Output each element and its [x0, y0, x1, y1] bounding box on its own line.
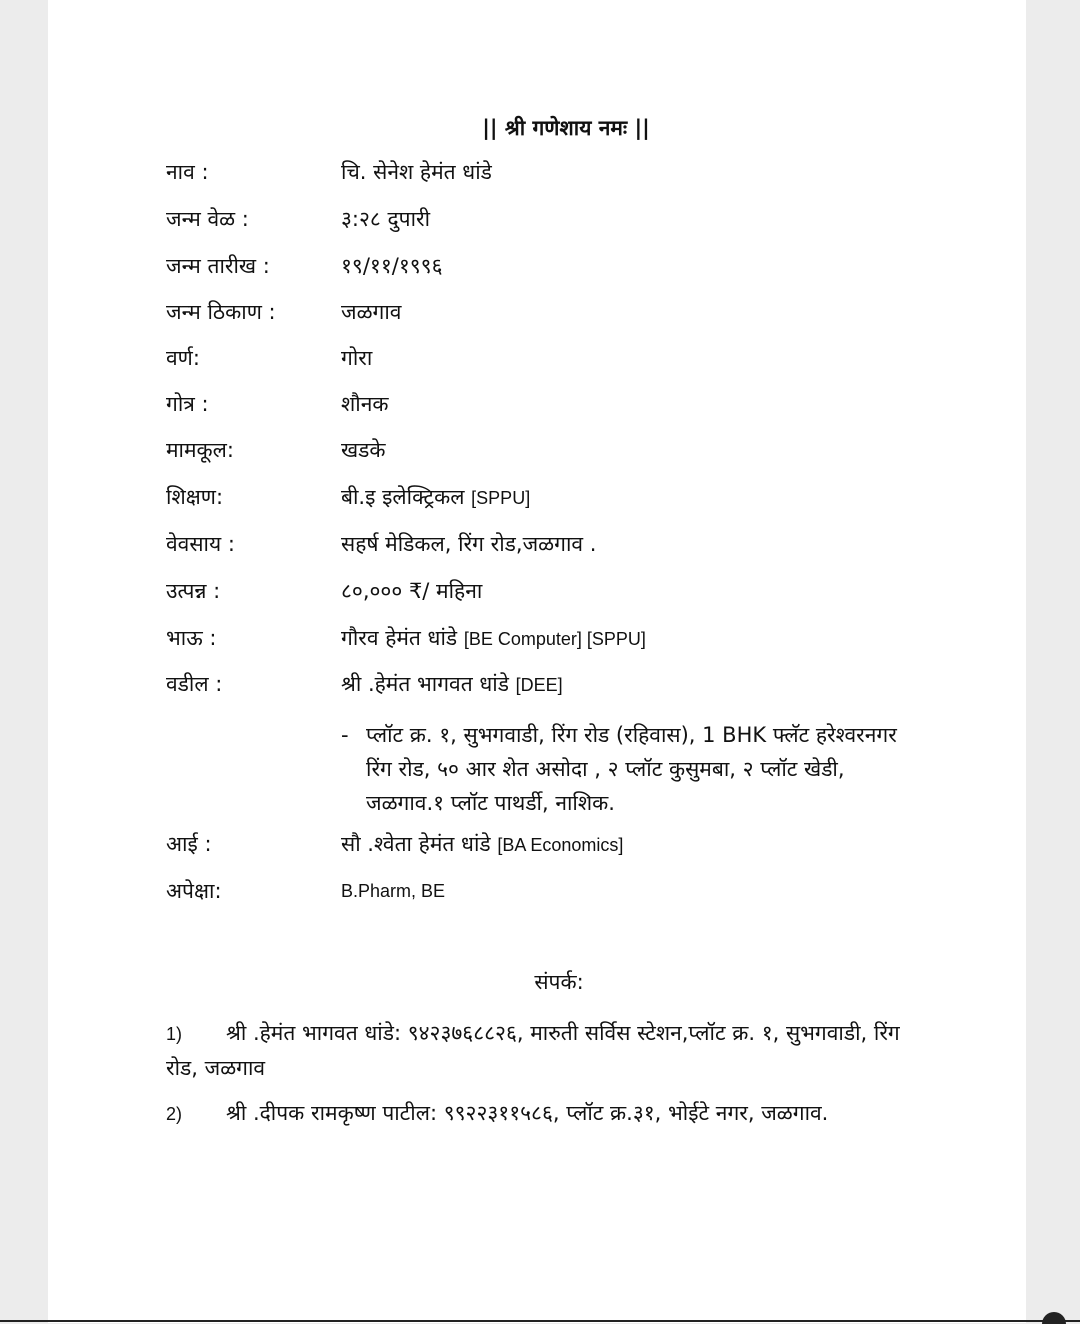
field-value: १९/११/१९९६ [341, 254, 443, 278]
biodata-document [48, 0, 1026, 1323]
field-label: वर्ण: [166, 346, 200, 370]
document-title: || श्री गणेशाय नमः || [482, 116, 650, 140]
field-value [341, 670, 563, 698]
field-value [341, 830, 623, 858]
field-value: सहर्ष मेडिकल, रिंग रोड,जळगाव . [341, 532, 597, 556]
field-label: शिक्षण: [166, 485, 224, 509]
field-label: जन्म ठिकाण : [166, 300, 276, 324]
field-value: ३:२८ दुपारी [341, 207, 431, 231]
field-value-extra: [DEE] [515, 675, 563, 695]
contact-item [166, 1016, 906, 1085]
field-label: नाव : [166, 160, 209, 184]
field-value: खडके [341, 438, 386, 462]
contact-text: श्री .हेमंत भागवत धांडे: ९४२३७६८८२६, मारुती सर्विस स्टेशन,प्लॉट क्र. १, सुभगवाडी, रिंग रोड, जळगाव [166, 1021, 900, 1080]
field-value-extra: [SPPU] [471, 488, 531, 508]
contact-heading: संपर्क: [534, 970, 584, 994]
field-label: वडील : [166, 672, 223, 696]
page-bottom-border [0, 1320, 1080, 1322]
field-label: मामकूल: [166, 438, 234, 462]
field-label: उत्पन्न : [166, 579, 221, 603]
field-value-extra: [BA Economics] [497, 835, 624, 855]
field-label: भाऊ : [166, 626, 217, 650]
field-label: जन्म वेळ : [166, 207, 249, 231]
field-value [341, 624, 646, 652]
contact-item [166, 1096, 906, 1131]
field-label: वेवसाय : [166, 532, 235, 556]
field-value-text: श्री .हेमंत भागवत धांडे [341, 672, 509, 696]
field-value-text: गौरव हेमंत धांडे [341, 626, 458, 650]
field-value: गोरा [341, 346, 373, 370]
field-value: ८०,००० ₹/ महिना [341, 579, 483, 603]
document-page [48, 0, 1026, 1323]
contact-number: 1) [166, 1024, 183, 1044]
field-label: जन्म तारीख : [166, 254, 270, 278]
field-label: अपेक्षा: [166, 879, 222, 903]
field-value: B.Pharm, BE [341, 881, 446, 901]
field-value-text: बी.इ इलेक्ट्रिकल [341, 485, 465, 509]
property-text: प्लॉट क्र. १, सुभगवाडी, रिंग रोड (रहिवास), 1 BHK फ्लॅट हरेश्वरनगर रिंग रोड, ५० आर शेत असोदा , २ प्लॉट कुसुमबा, २ प्लॉट खेडी, जळगाव.१ प्लॉट पाथर्डी, नाशिक. [366, 723, 897, 815]
field-value: शौनक [341, 392, 389, 416]
field-label: आई : [166, 832, 212, 856]
field-value: चि. सेनेश हेमंत धांडे [341, 160, 492, 184]
contact-number: 2) [166, 1104, 183, 1124]
scroll-handle[interactable] [1042, 1312, 1066, 1324]
bullet-dash: - [341, 723, 349, 747]
field-value [341, 483, 530, 511]
field-value: जळगाव [341, 300, 402, 324]
field-value-extra: [BE Computer] [SPPU] [463, 629, 646, 649]
field-value-text: सौ .श्वेता हेमंत धांडे [341, 832, 491, 856]
contact-text: श्री .दीपक रामकृष्ण पाटील: ९९२२३११५८६, प्लॉट क्र.३१, भोईटे नगर, जळगाव. [226, 1101, 829, 1125]
field-label: गोत्र : [166, 392, 209, 416]
